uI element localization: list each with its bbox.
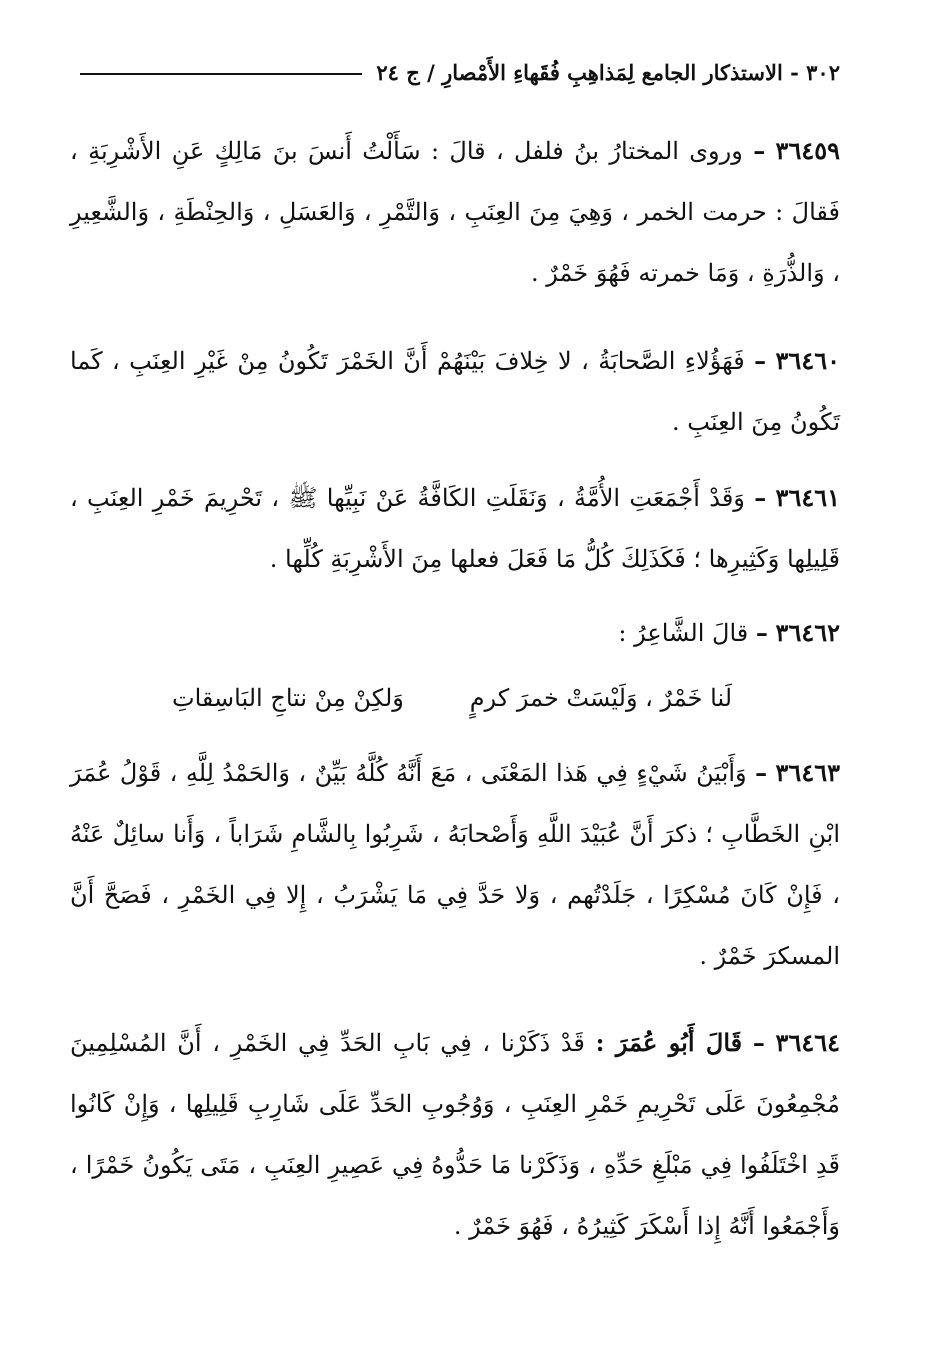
paragraph-text: وَأَبْيَنُ شَيْءٍ فِي هَذا المَعْنَى ، مَعَ أَنَّهُ كُلَّهُ بَيِّنٌ ، وَالحَمْدُ لِلَّهِ ، قَوْلُ عُمَرَ ابْنِ الخَطَّابِ ؛ ذكرَ أَنَّ عُبَيْدَ اللَّهِ وَأَصْحابَهُ ، شَرِبُوا بِالشَّامِ شَرَاباً ، وَأَنا سائِلٌ عَنْهُ ، فَإِنْ كَانَ مُسْكِرًا ، جَلَدْتُهم ، وَلا حَدَّ فِي مَا يَشْرَبُ ، إِلا فِي الخَمْرِ ، فَصَحَّ أَنَّ المسكرَ خَمْرٌ . <box>70 759 840 970</box>
header-rule <box>80 73 362 75</box>
paragraph-number: ٣٦٤٦٢ <box>775 618 840 647</box>
paragraph-36461 <box>70 467 840 590</box>
poem-verse <box>172 668 732 728</box>
paragraph-number: ٣٦٤٦٤ <box>775 1028 840 1057</box>
paragraph-36459 <box>70 120 840 304</box>
paragraph-text: فَهَؤُلاءِ الصَّحابَةُ ، لا خِلافَ بَيْنَهُمْ أَنَّ الخَمْرَ تَكُونُ مِنْ غَيْرِ العِنَبِ ، كَما تَكُونُ مِنَ العِنَبِ . <box>70 347 840 436</box>
paragraph-36463 <box>70 742 840 987</box>
paragraph-number: ٣٦٤٥٩ <box>775 136 840 165</box>
running-header <box>80 52 840 92</box>
dash-separator: – <box>754 483 767 512</box>
paragraph-36460 <box>70 330 840 453</box>
paragraph-text: وروى المختارُ بنُ فلفل ، قالَ : سَأَلْتُ أَنسَ بنَ مَالِكٍ عَنِ الأَشْرِبَةِ ، فَقالَ : حرمت الخمر ، وَهِيَ مِنَ العِنَبِ ، وَالتَّمْرِ ، وَالعَسَلِ ، وَالحِنْطَةِ ، وَالشَّعِيرِ ، وَالذُّرَةِ ، وَمَا خمرته فَهُوَ خَمْرٌ . <box>70 137 840 287</box>
paragraph-number: ٣٦٤٦١ <box>775 483 840 512</box>
dash-separator: – <box>754 346 767 375</box>
poem-hemistich-second: وَلكِنْ مِنْ نتاجِ البَاسِقاتِ <box>172 684 404 712</box>
paragraph-36462 <box>70 602 840 664</box>
paragraph-36464 <box>70 1012 840 1257</box>
header-title: ٣٠٢ - الاستذكار الجامع لِمَذاهِبِ فُقَهاءِ الأَمْصارِ / ج ٢٤ <box>376 59 840 85</box>
paragraph-text: قَدْ ذَكَرْنا ، فِي بَابِ الحَدِّ فِي الخَمْرِ ، أَنَّ المُسْلِمِينَ مُجْمِعُونَ عَلَى تَحْرِيمِ خَمْرِ العِنَبِ ، وَوُجُوبِ الحَدِّ عَلَى شَارِبِ قَلِيلِها ، وَإِنْ كَانُوا قَدِ اخْتَلَفُوا فِي مَبْلَغِ حَدِّهِ ، وَذَكَرْنا مَا حَدُّوهُ فِي عَصِيرِ العِنَبِ ، مَتَى يَكُونُ خَمْرًا ، وَأَجْمَعُوا أَنَّهُ إِذا أَسْكَرَ كَثِيرُهُ ، فَهُوَ خَمْرٌ . <box>70 1029 840 1240</box>
paragraph-text: قالَ الشَّاعِرُ : <box>618 619 749 647</box>
dash-separator: – <box>753 136 766 165</box>
paragraph-number: ٣٦٤٦٠ <box>775 346 840 375</box>
paragraph-number: ٣٦٤٦٣ <box>775 758 840 787</box>
dash-separator: – <box>755 758 768 787</box>
poem-hemistich-first: لَنا خَمْرٌ ، وَلَيْسَتْ خمرَ كرمٍ <box>469 684 732 712</box>
paragraph-text: وَقَدْ أَجْمَعَتِ الأُمَّةُ ، وَنَقَلَتِ الكَافَّةُ عَنْ نَبِيِّها ﷺ ، تَحْرِيمَ خَمْرِ العِنَبِ ، قَلِيلِها وَكَثِيرِها ؛ فَكَذَلِكَ كُلُّ مَا فَعَلَ فعلها مِنَ الأَشْرِبَةِ كُلِّها . <box>70 484 840 573</box>
paragraph-lead: قَالَ أَبُو عُمَرَ : <box>595 1028 743 1057</box>
dash-separator: – <box>755 618 768 647</box>
dash-separator: – <box>752 1028 765 1057</box>
